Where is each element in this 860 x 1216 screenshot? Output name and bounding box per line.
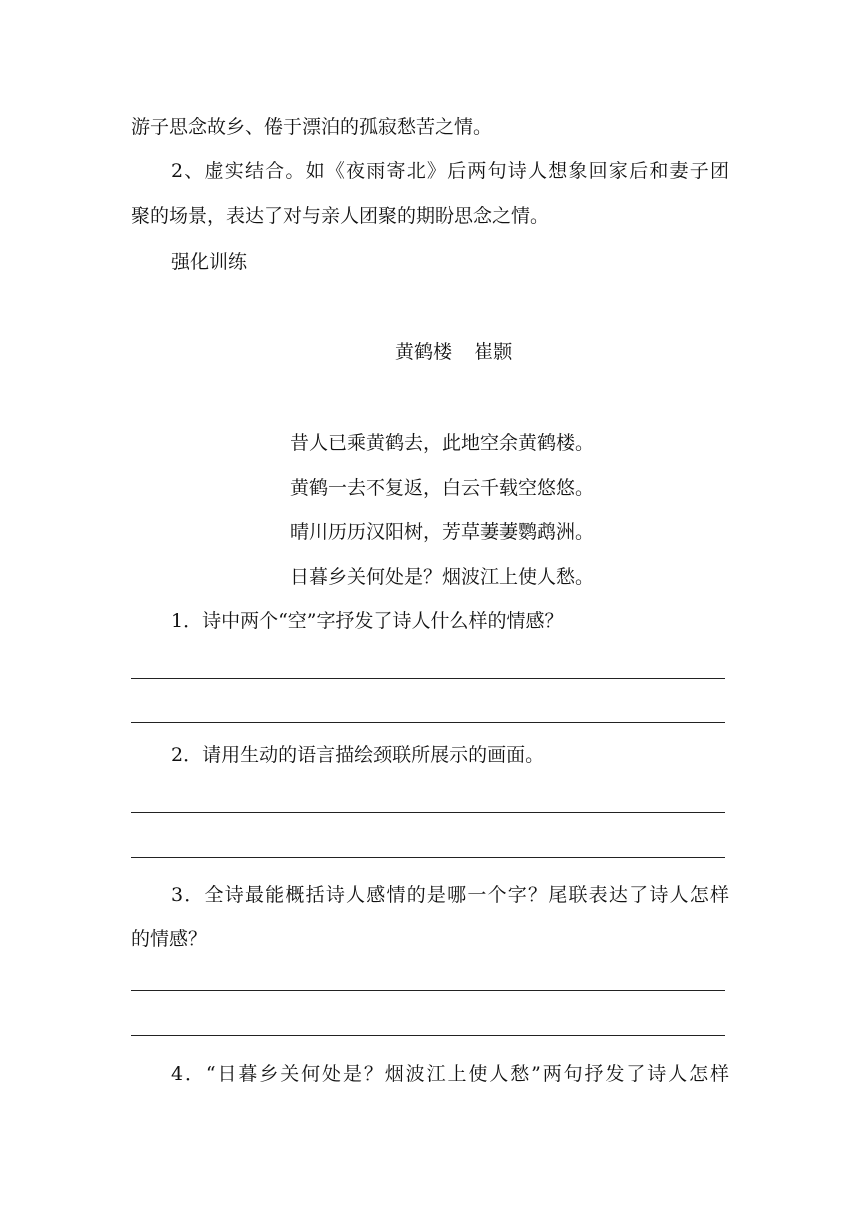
intro-continuation: 游子思念故乡、倦于漂泊的孤寂愁苦之情。 [131,116,493,138]
question-1: 1．诗中两个“空”字抒发了诗人什么样的情感？ [171,610,564,632]
question-4-line-1-text: 4．“日暮乡关何处是？烟波江上使人愁”两句抒发了诗人怎样 [171,1063,729,1085]
point-2-line-1 [131,158,729,184]
answer-line[interactable] [131,678,725,679]
question-3-line-1-text: 3．全诗最能概括诗人感情的是哪一个字？尾联表达了诗人怎样 [171,884,729,906]
poem-title: 黄鹤楼 [395,341,453,363]
point-2-line-2: 聚的场景，表达了对与亲人团聚的期盼思念之情。 [131,205,550,227]
poem-line: 黄鹤一去不复返，白云千载空悠悠。 [290,477,595,499]
poem-line: 昔人已乘黄鹤去，此地空余黄鹤楼。 [290,432,595,454]
answer-line[interactable] [131,857,725,858]
question-3-line-1 [131,882,729,908]
poem-line: 晴川历历汉阳树，芳草萋萋鹦鹉洲。 [290,521,595,543]
question-2: 2．请用生动的语言描绘颈联所展示的画面。 [171,744,545,766]
point-2-line-1-text: 2、虚实结合。如《夜雨寄北》后两句诗人想象回家后和妻子团 [171,160,729,182]
poem-title-line [395,339,512,365]
section-heading: 强化训练 [171,251,248,273]
question-4-line-1 [131,1061,729,1087]
poem-author: 崔颢 [474,341,513,363]
answer-line[interactable] [131,722,725,723]
answer-line[interactable] [131,1035,725,1036]
poem-line: 日暮乡关何处是？烟波江上使人愁。 [290,566,595,588]
question-3-line-2: 的情感？ [131,928,208,950]
answer-line[interactable] [131,812,725,813]
answer-line[interactable] [131,990,725,991]
